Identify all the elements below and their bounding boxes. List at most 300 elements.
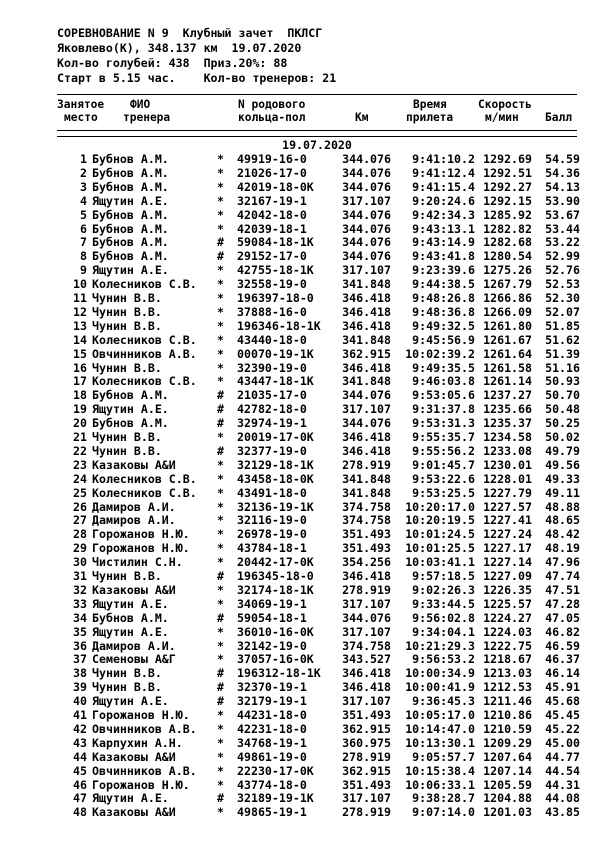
table-row bbox=[0, 694, 600, 708]
mark-cell: # bbox=[217, 416, 224, 431]
time-cell: 9:07:14.0 bbox=[412, 805, 475, 820]
competition-title: СОРЕВНОВАНИЕ N 9 Клубный зачет ПКЛСГ bbox=[57, 26, 323, 40]
speed-cell: 1227.14 bbox=[483, 555, 532, 570]
ring-cell: 32136-19-1К bbox=[237, 499, 314, 514]
trainer-cell: Горожанов Н.Ю. bbox=[92, 541, 190, 556]
trainer-cell: Дамиров А.И. bbox=[92, 513, 176, 528]
table-row bbox=[0, 500, 600, 514]
speed-cell: 1292.51 bbox=[483, 165, 532, 180]
place-cell: 7 bbox=[80, 235, 87, 250]
place-cell: 10 bbox=[73, 277, 87, 292]
trainer-cell: Колесников С.В. bbox=[92, 485, 197, 500]
time-cell: 10:00:41.9 bbox=[405, 680, 475, 695]
table-row bbox=[0, 583, 600, 597]
header-bottom-rule bbox=[57, 136, 577, 137]
points-cell: 46.82 bbox=[545, 624, 580, 639]
table-row bbox=[0, 805, 600, 819]
table-row bbox=[0, 778, 600, 792]
time-cell: 9:43:14.9 bbox=[412, 235, 475, 250]
speed-cell: 1212.53 bbox=[483, 680, 532, 695]
speed-cell: 1224.03 bbox=[483, 624, 532, 639]
table-row bbox=[0, 291, 600, 305]
time-cell: 9:48:36.8 bbox=[412, 304, 475, 319]
speed-cell: 1218.67 bbox=[483, 652, 532, 667]
km-cell: 346.418 bbox=[342, 430, 391, 444]
speed-cell: 1207.64 bbox=[483, 749, 532, 764]
ring-cell: 32974-19-1 bbox=[237, 416, 307, 431]
trainer-cell: Дамиров А.И. bbox=[92, 638, 176, 653]
table-row bbox=[0, 263, 600, 277]
ring-cell: 26978-19-0 bbox=[237, 527, 307, 542]
mark-cell: # bbox=[217, 666, 224, 681]
time-cell: 10:00:34.9 bbox=[405, 666, 475, 681]
speed-cell: 1285.92 bbox=[483, 207, 532, 222]
speed-cell: 1224.27 bbox=[483, 610, 532, 625]
trainer-cell: Ящутин А.Е. bbox=[92, 791, 169, 806]
mark-cell: * bbox=[217, 277, 224, 292]
place-cell: 29 bbox=[73, 541, 87, 556]
col-time-label-2: прилета bbox=[406, 111, 454, 124]
km-cell: 278.919 bbox=[342, 582, 391, 597]
col-speed-label: Скорость bbox=[478, 98, 532, 111]
points-cell: 51.39 bbox=[545, 346, 580, 361]
place-cell: 39 bbox=[73, 680, 87, 695]
time-cell: 9:42:34.3 bbox=[412, 207, 475, 222]
km-cell: 317.107 bbox=[342, 402, 391, 417]
trainer-cell: Ящутин А.Е. bbox=[92, 694, 169, 709]
col-points-label: Балл bbox=[545, 111, 572, 124]
table-row bbox=[0, 513, 600, 527]
time-cell: 9:48:26.8 bbox=[412, 291, 475, 305]
points-cell: 53.44 bbox=[545, 221, 580, 236]
place-cell: 1 bbox=[80, 152, 87, 166]
ring-cell: 37057-16-0К bbox=[237, 652, 314, 667]
trainer-cell: Бубнов А.М. bbox=[92, 179, 169, 194]
speed-cell: 1213.03 bbox=[483, 666, 532, 681]
trainer-cell: Бубнов А.М. bbox=[92, 207, 169, 222]
trainer-cell: Ящутин А.Е. bbox=[92, 402, 169, 417]
km-cell: 351.493 bbox=[342, 777, 391, 792]
ring-cell: 32179-19-1 bbox=[237, 694, 307, 709]
points-cell: 50.70 bbox=[545, 388, 580, 403]
ring-cell: 43447-18-1К bbox=[237, 374, 314, 389]
mark-cell: * bbox=[217, 513, 224, 528]
km-cell: 344.076 bbox=[342, 235, 391, 250]
mark-cell: * bbox=[217, 374, 224, 389]
place-cell: 24 bbox=[73, 471, 87, 486]
table-row bbox=[0, 333, 600, 347]
ring-cell: 20442-17-0К bbox=[237, 555, 314, 570]
mark-cell: * bbox=[217, 165, 224, 180]
km-cell: 317.107 bbox=[342, 791, 391, 806]
trainer-cell: Чунин В.В. bbox=[92, 569, 162, 583]
trainer-cell: Чунин В.В. bbox=[92, 443, 162, 458]
km-cell: 351.493 bbox=[342, 527, 391, 542]
place-cell: 9 bbox=[80, 263, 87, 278]
points-cell: 44.08 bbox=[545, 791, 580, 806]
place-cell: 6 bbox=[80, 221, 87, 236]
speed-cell: 1292.15 bbox=[483, 193, 532, 208]
table-row bbox=[0, 388, 600, 402]
ring-cell: 59054-18-1 bbox=[237, 610, 307, 625]
place-cell: 41 bbox=[73, 708, 87, 722]
km-cell: 278.919 bbox=[342, 749, 391, 764]
points-cell: 52.99 bbox=[545, 249, 580, 264]
table-row bbox=[0, 472, 600, 486]
trainer-cell: Колесников С.В. bbox=[92, 332, 197, 347]
table-row bbox=[0, 569, 600, 583]
place-cell: 15 bbox=[73, 346, 87, 361]
trainer-cell: Бубнов А.М. bbox=[92, 610, 169, 625]
mark-cell: # bbox=[217, 249, 224, 264]
table-row bbox=[0, 208, 600, 222]
time-cell: 9:41:12.4 bbox=[412, 165, 475, 180]
speed-cell: 1234.58 bbox=[483, 430, 532, 444]
km-cell: 317.107 bbox=[342, 694, 391, 709]
mark-cell: * bbox=[217, 152, 224, 166]
speed-cell: 1233.08 bbox=[483, 443, 532, 458]
time-cell: 10:06:33.1 bbox=[405, 777, 475, 792]
km-cell: 362.915 bbox=[342, 763, 391, 778]
ring-cell: 42231-18-0 bbox=[237, 721, 307, 736]
points-cell: 54.13 bbox=[545, 179, 580, 194]
mark-cell: * bbox=[217, 721, 224, 736]
points-cell: 50.93 bbox=[545, 374, 580, 389]
trainer-cell: Ящутин А.Е. bbox=[92, 263, 169, 278]
km-cell: 374.758 bbox=[342, 499, 391, 514]
table-row bbox=[0, 249, 600, 263]
ring-cell: 22230-17-0К bbox=[237, 763, 314, 778]
km-cell: 344.076 bbox=[342, 207, 391, 222]
place-cell: 28 bbox=[73, 527, 87, 542]
time-cell: 9:36:45.3 bbox=[412, 694, 475, 709]
place-cell: 2 bbox=[80, 165, 87, 180]
place-cell: 37 bbox=[73, 652, 87, 667]
trainer-cell: Чистилин С.Н. bbox=[92, 555, 183, 570]
speed-cell: 1266.86 bbox=[483, 291, 532, 305]
mark-cell: # bbox=[217, 791, 224, 806]
place-cell: 17 bbox=[73, 374, 87, 389]
km-cell: 346.418 bbox=[342, 680, 391, 695]
mark-cell: * bbox=[217, 471, 224, 486]
time-cell: 9:55:56.2 bbox=[412, 443, 475, 458]
place-cell: 21 bbox=[73, 430, 87, 444]
place-cell: 20 bbox=[73, 416, 87, 431]
table-row bbox=[0, 611, 600, 625]
points-cell: 49.33 bbox=[545, 471, 580, 486]
ring-cell: 42039-18-1 bbox=[237, 221, 307, 236]
km-cell: 362.915 bbox=[342, 721, 391, 736]
points-cell: 53.90 bbox=[545, 193, 580, 208]
trainer-cell: Чунин В.В. bbox=[92, 680, 162, 695]
ring-cell: 34768-19-1 bbox=[237, 735, 307, 750]
place-cell: 32 bbox=[73, 582, 87, 597]
mark-cell: * bbox=[217, 708, 224, 722]
time-cell: 9:43:41.8 bbox=[412, 249, 475, 264]
table-row bbox=[0, 180, 600, 194]
mark-cell: * bbox=[217, 291, 224, 305]
time-cell: 9:02:26.3 bbox=[412, 582, 475, 597]
time-cell: 10:20:19.5 bbox=[405, 513, 475, 528]
speed-cell: 1210.86 bbox=[483, 708, 532, 722]
time-cell: 9:53:25.5 bbox=[412, 485, 475, 500]
trainer-cell: Бубнов А.М. bbox=[92, 221, 169, 236]
mark-cell: * bbox=[217, 777, 224, 792]
time-cell: 9:46:03.8 bbox=[412, 374, 475, 389]
points-cell: 52.76 bbox=[545, 263, 580, 278]
table-row bbox=[0, 305, 600, 319]
ring-cell: 49919-16-0 bbox=[237, 152, 307, 166]
speed-cell: 1222.75 bbox=[483, 638, 532, 653]
time-cell: 9:33:44.5 bbox=[412, 596, 475, 611]
ring-cell: 32174-18-1К bbox=[237, 582, 314, 597]
table-row bbox=[0, 625, 600, 639]
km-cell: 374.758 bbox=[342, 638, 391, 653]
time-cell: 9:43:13.1 bbox=[412, 221, 475, 236]
place-cell: 22 bbox=[73, 443, 87, 458]
ring-cell: 49861-19-0 bbox=[237, 749, 307, 764]
mark-cell: * bbox=[217, 193, 224, 208]
start-line: Старт в 5.15 час. Кол-во тренеров: 21 bbox=[57, 71, 337, 85]
place-cell: 36 bbox=[73, 638, 87, 653]
trainer-cell: Бубнов А.М. bbox=[92, 416, 169, 431]
ring-cell: 59084-18-1К bbox=[237, 235, 314, 250]
table-row bbox=[0, 277, 600, 291]
table-row bbox=[0, 736, 600, 750]
points-cell: 46.14 bbox=[545, 666, 580, 681]
speed-cell: 1227.09 bbox=[483, 569, 532, 583]
points-cell: 47.51 bbox=[545, 582, 580, 597]
mark-cell: # bbox=[217, 680, 224, 695]
trainer-cell: Семеновы А&Г bbox=[92, 652, 176, 667]
table-row bbox=[0, 708, 600, 722]
trainer-cell: Казаковы А&И bbox=[92, 457, 176, 472]
mark-cell: # bbox=[217, 569, 224, 583]
points-cell: 51.85 bbox=[545, 318, 580, 333]
mark-cell: * bbox=[217, 457, 224, 472]
speed-cell: 1226.35 bbox=[483, 582, 532, 597]
ring-cell: 43784-18-1 bbox=[237, 541, 307, 556]
mark-cell: * bbox=[217, 596, 224, 611]
trainer-cell: Горожанов Н.Ю. bbox=[92, 527, 190, 542]
ring-cell: 43774-18-0 bbox=[237, 777, 307, 792]
place-cell: 8 bbox=[80, 249, 87, 264]
speed-cell: 1227.17 bbox=[483, 541, 532, 556]
km-cell: 341.848 bbox=[342, 332, 391, 347]
ring-cell: 42019-18-0К bbox=[237, 179, 314, 194]
table-row bbox=[0, 319, 600, 333]
trainer-cell: Чунин В.В. bbox=[92, 304, 162, 319]
col-time-label: Время bbox=[413, 98, 447, 111]
trainer-cell: Горожанов Н.Ю. bbox=[92, 708, 190, 722]
trainer-cell: Бубнов А.М. bbox=[92, 235, 169, 250]
ring-cell: 42755-18-1К bbox=[237, 263, 314, 278]
place-cell: 12 bbox=[73, 304, 87, 319]
table-row bbox=[0, 527, 600, 541]
trainer-cell: Казаковы А&И bbox=[92, 805, 176, 820]
table-row bbox=[0, 750, 600, 764]
speed-cell: 1292.27 bbox=[483, 179, 532, 194]
ring-cell: 34069-19-1 bbox=[237, 596, 307, 611]
mark-cell: * bbox=[217, 179, 224, 194]
table-row bbox=[0, 374, 600, 388]
km-cell: 346.418 bbox=[342, 666, 391, 681]
speed-cell: 1207.14 bbox=[483, 763, 532, 778]
table-row bbox=[0, 347, 600, 361]
points-cell: 48.42 bbox=[545, 527, 580, 542]
mark-cell: * bbox=[217, 263, 224, 278]
time-cell: 9:34:04.1 bbox=[412, 624, 475, 639]
mark-cell: * bbox=[217, 749, 224, 764]
km-cell: 374.758 bbox=[342, 513, 391, 528]
ring-cell: 196345-18-0 bbox=[237, 569, 314, 583]
mark-cell: * bbox=[217, 485, 224, 500]
km-cell: 351.493 bbox=[342, 708, 391, 722]
mark-cell: * bbox=[217, 624, 224, 639]
points-cell: 47.05 bbox=[545, 610, 580, 625]
mark-cell: * bbox=[217, 527, 224, 542]
place-cell: 38 bbox=[73, 666, 87, 681]
place-cell: 40 bbox=[73, 694, 87, 709]
ring-cell: 196312-18-1К bbox=[237, 666, 321, 681]
km-cell: 344.076 bbox=[342, 416, 391, 431]
mark-cell: * bbox=[217, 346, 224, 361]
time-cell: 9:53:05.6 bbox=[412, 388, 475, 403]
points-cell: 44.77 bbox=[545, 749, 580, 764]
col-place-label: Занятое bbox=[57, 98, 105, 111]
time-cell: 9:56:53.2 bbox=[412, 652, 475, 667]
km-cell: 344.076 bbox=[342, 221, 391, 236]
points-cell: 50.02 bbox=[545, 430, 580, 444]
km-cell: 344.076 bbox=[342, 152, 391, 166]
km-cell: 354.256 bbox=[342, 555, 391, 570]
points-cell: 49.56 bbox=[545, 457, 580, 472]
time-cell: 9:38:28.7 bbox=[412, 791, 475, 806]
speed-cell: 1227.79 bbox=[483, 485, 532, 500]
points-cell: 43.85 bbox=[545, 805, 580, 820]
place-cell: 19 bbox=[73, 402, 87, 417]
table-row bbox=[0, 430, 600, 444]
date-row: 19.07.2020 bbox=[282, 138, 352, 152]
km-cell: 344.076 bbox=[342, 249, 391, 264]
points-cell: 54.59 bbox=[545, 152, 580, 166]
speed-cell: 1211.46 bbox=[483, 694, 532, 709]
col-place-label-2: место bbox=[64, 111, 98, 124]
table-row bbox=[0, 361, 600, 375]
table-row bbox=[0, 639, 600, 653]
trainer-cell: Ящутин А.Е. bbox=[92, 193, 169, 208]
speed-cell: 1261.64 bbox=[483, 346, 532, 361]
time-cell: 10:03:41.1 bbox=[405, 555, 475, 570]
ring-cell: 32189-19-1К bbox=[237, 791, 314, 806]
mark-cell: * bbox=[217, 805, 224, 820]
time-cell: 9:01:45.7 bbox=[412, 457, 475, 472]
speed-cell: 1261.80 bbox=[483, 318, 532, 333]
points-cell: 52.07 bbox=[545, 304, 580, 319]
place-cell: 42 bbox=[73, 721, 87, 736]
place-cell: 5 bbox=[80, 207, 87, 222]
ring-cell: 42782-18-0 bbox=[237, 402, 307, 417]
km-cell: 317.107 bbox=[342, 193, 391, 208]
trainer-cell: Казаковы А&И bbox=[92, 749, 176, 764]
km-cell: 341.848 bbox=[342, 485, 391, 500]
trainer-cell: Карпухин А.Н. bbox=[92, 735, 183, 750]
km-cell: 344.076 bbox=[342, 179, 391, 194]
birds-count-line: Кол-во голубей: 438 Приз.20%: 88 bbox=[57, 56, 288, 70]
trainer-cell: Чунин В.В. bbox=[92, 291, 162, 305]
place-cell: 47 bbox=[73, 791, 87, 806]
km-cell: 346.418 bbox=[342, 291, 391, 305]
km-cell: 317.107 bbox=[342, 624, 391, 639]
points-cell: 44.54 bbox=[545, 763, 580, 778]
km-cell: 344.076 bbox=[342, 388, 391, 403]
time-cell: 10:13:30.1 bbox=[405, 735, 475, 750]
table-row bbox=[0, 722, 600, 736]
table-row bbox=[0, 555, 600, 569]
place-cell: 35 bbox=[73, 624, 87, 639]
time-cell: 9:41:10.2 bbox=[412, 152, 475, 166]
ring-cell: 00070-19-1К bbox=[237, 346, 314, 361]
points-cell: 45.91 bbox=[545, 680, 580, 695]
place-cell: 31 bbox=[73, 569, 87, 583]
km-cell: 362.915 bbox=[342, 346, 391, 361]
time-cell: 9:41:15.4 bbox=[412, 179, 475, 194]
table-row bbox=[0, 666, 600, 680]
points-cell: 47.28 bbox=[545, 596, 580, 611]
trainer-cell: Чунин В.В. bbox=[92, 318, 162, 333]
time-cell: 10:21:29.3 bbox=[405, 638, 475, 653]
speed-cell: 1292.69 bbox=[483, 152, 532, 166]
points-cell: 48.65 bbox=[545, 513, 580, 528]
time-cell: 10:01:24.5 bbox=[405, 527, 475, 542]
ring-cell: 36010-16-0К bbox=[237, 624, 314, 639]
speed-cell: 1225.57 bbox=[483, 596, 532, 611]
trainer-cell: Колесников С.В. bbox=[92, 374, 197, 389]
speed-cell: 1227.57 bbox=[483, 499, 532, 514]
ring-cell: 32116-19-0 bbox=[237, 513, 307, 528]
mark-cell: * bbox=[217, 304, 224, 319]
time-cell: 10:01:25.5 bbox=[405, 541, 475, 556]
mark-cell: * bbox=[217, 207, 224, 222]
km-cell: 346.418 bbox=[342, 569, 391, 583]
place-cell: 3 bbox=[80, 179, 87, 194]
time-cell: 10:02:39.2 bbox=[405, 346, 475, 361]
km-cell: 351.493 bbox=[342, 541, 391, 556]
table-row bbox=[0, 791, 600, 805]
table-row bbox=[0, 235, 600, 249]
time-cell: 9:45:56.9 bbox=[412, 332, 475, 347]
table-row bbox=[0, 402, 600, 416]
ring-cell: 44231-18-0 bbox=[237, 708, 307, 722]
table-row bbox=[0, 416, 600, 430]
col-km-label: Км bbox=[355, 111, 369, 124]
mark-cell: # bbox=[217, 443, 224, 458]
points-cell: 49.79 bbox=[545, 443, 580, 458]
time-cell: 10:20:17.0 bbox=[405, 499, 475, 514]
speed-cell: 1261.58 bbox=[483, 360, 532, 375]
km-cell: 346.418 bbox=[342, 304, 391, 319]
speed-cell: 1228.01 bbox=[483, 471, 532, 486]
table-row bbox=[0, 166, 600, 180]
km-cell: 278.919 bbox=[342, 457, 391, 472]
time-cell: 9:56:02.8 bbox=[412, 610, 475, 625]
km-cell: 344.076 bbox=[342, 165, 391, 180]
place-cell: 30 bbox=[73, 555, 87, 570]
points-cell: 52.30 bbox=[545, 291, 580, 305]
points-cell: 49.11 bbox=[545, 485, 580, 500]
ring-cell: 32142-19-0 bbox=[237, 638, 307, 653]
ring-cell: 32558-19-0 bbox=[237, 277, 307, 292]
